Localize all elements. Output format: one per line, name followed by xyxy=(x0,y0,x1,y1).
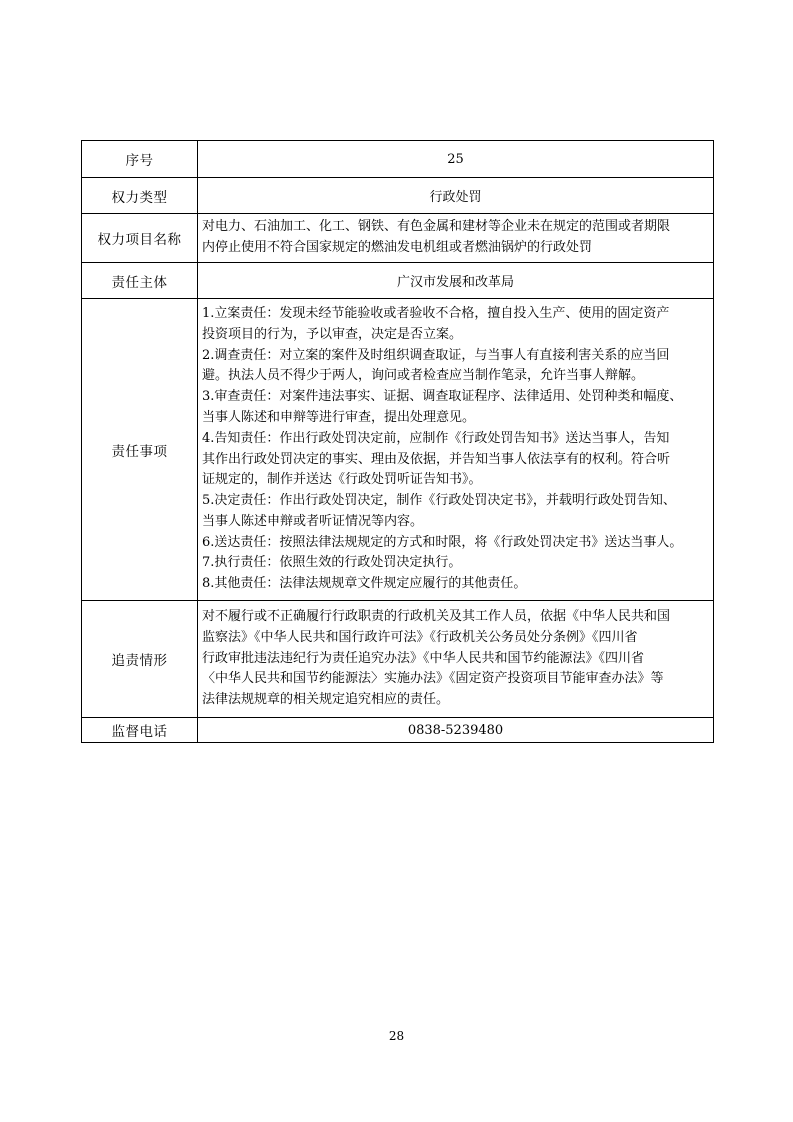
responsibility-line: 4.告知责任：作出行政处罚决定前，应制作《行政处罚告知书》送达当事人，告知 xyxy=(202,430,670,446)
accountability-label: 追责情形 xyxy=(82,601,198,718)
accountability-line: 〈中华人民共和国节约能源法〉实施办法》《固定资产投资项目节能审查办法》等 xyxy=(202,671,664,687)
power-duty-table xyxy=(81,140,714,743)
responsibility-line: 当事人陈述和申辩等进行审查，提出处理意见。 xyxy=(202,409,476,425)
accountability-line: 行政审批违法违纪行为责任追究办法》《中华人民共和国节约能源法》《四川省 xyxy=(202,650,645,666)
power-type-value: 行政处罚 xyxy=(198,178,714,214)
accountability-line: 对不履行或不正确履行行政职责的行政机关及其工作人员，依据《中华人民共和国 xyxy=(202,609,671,624)
supervision-phone-label: 监督电话 xyxy=(82,718,198,743)
row-sequence-number xyxy=(82,141,714,178)
responsibility-line: 8.其他责任：法律法规规章文件规定应履行的其他责任。 xyxy=(202,576,527,592)
power-item-name-line: 对电力、石油加工、化工、钢铁、有色金属和建材等企业未在规定的范围或者期限 xyxy=(202,219,671,235)
responsibility-line: 2.调查责任：对立案的案件及时组织调查取证，与当事人有直接利害关系的应当回 xyxy=(202,347,670,363)
row-supervision-phone xyxy=(82,718,714,743)
row-responsible-subject xyxy=(82,263,714,299)
responsibility-items-value xyxy=(198,299,714,601)
accountability-line: 监察法》《中华人民共和国行政许可法》《行政机关公务员处分条例》《四川省 xyxy=(202,629,638,645)
responsibility-line: 当事人陈述申辩或者听证情况等内容。 xyxy=(202,513,424,529)
row-power-item-name xyxy=(82,214,714,263)
supervision-phone-value: 0838-5239480 xyxy=(198,718,714,743)
responsibility-items-label: 责任事项 xyxy=(82,299,198,601)
power-item-name-value xyxy=(198,214,714,263)
responsibility-line: 避。执法人员不得少于两人，询问或者检查应当制作笔录，允许当事人辩解。 xyxy=(202,368,645,384)
sequence-number-value: 25 xyxy=(198,141,714,178)
responsibility-line: 1.立案责任：发现未经节能验收或者验收不合格，擅自投入生产、使用的固定资产 xyxy=(202,305,670,321)
page-number: 28 xyxy=(388,1029,405,1043)
accountability-line: 法律法规规章的相关规定追究相应的责任。 xyxy=(202,692,450,708)
responsibility-line: 5.决定责任：作出行政处罚决定，制作《行政处罚决定书》，并载明行政处罚告知、 xyxy=(202,493,676,509)
responsibility-line: 投资项目的行为，予以审查，决定是否立案。 xyxy=(202,326,463,342)
responsible-subject-label: 责任主体 xyxy=(82,263,198,299)
power-type-label: 权力类型 xyxy=(82,178,198,214)
responsibility-line: 其作出行政处罚决定的事实、理由及依据，并告知当事人依法享有的权利。符合听 xyxy=(202,451,671,467)
row-accountability xyxy=(82,601,714,718)
sequence-number-label: 序号 xyxy=(82,141,198,178)
responsibility-line: 3.审查责任：对案件违法事实、证据、调查取证程序、法律适用、处罚种类和幅度、 xyxy=(202,389,683,405)
responsibility-line: 7.执行责任：依照生效的行政处罚决定执行。 xyxy=(202,555,462,571)
responsibility-line: 证规定的，制作并送达《行政处罚听证告知书》。 xyxy=(202,472,482,488)
row-power-type xyxy=(82,178,714,214)
responsible-subject-value: 广汉市发展和改革局 xyxy=(198,263,714,299)
accountability-value xyxy=(198,601,714,718)
power-item-name-line: 内停止使用不符合国家规定的燃油发电机组或者燃油锅炉的行政处罚 xyxy=(202,240,593,255)
power-item-name-label: 权力项目名称 xyxy=(82,214,198,263)
responsibility-line: 6.送达责任：按照法律法规规定的方式和时限，将《行政处罚决定书》送达当事人。 xyxy=(202,534,683,550)
row-responsibility-items xyxy=(82,299,714,601)
